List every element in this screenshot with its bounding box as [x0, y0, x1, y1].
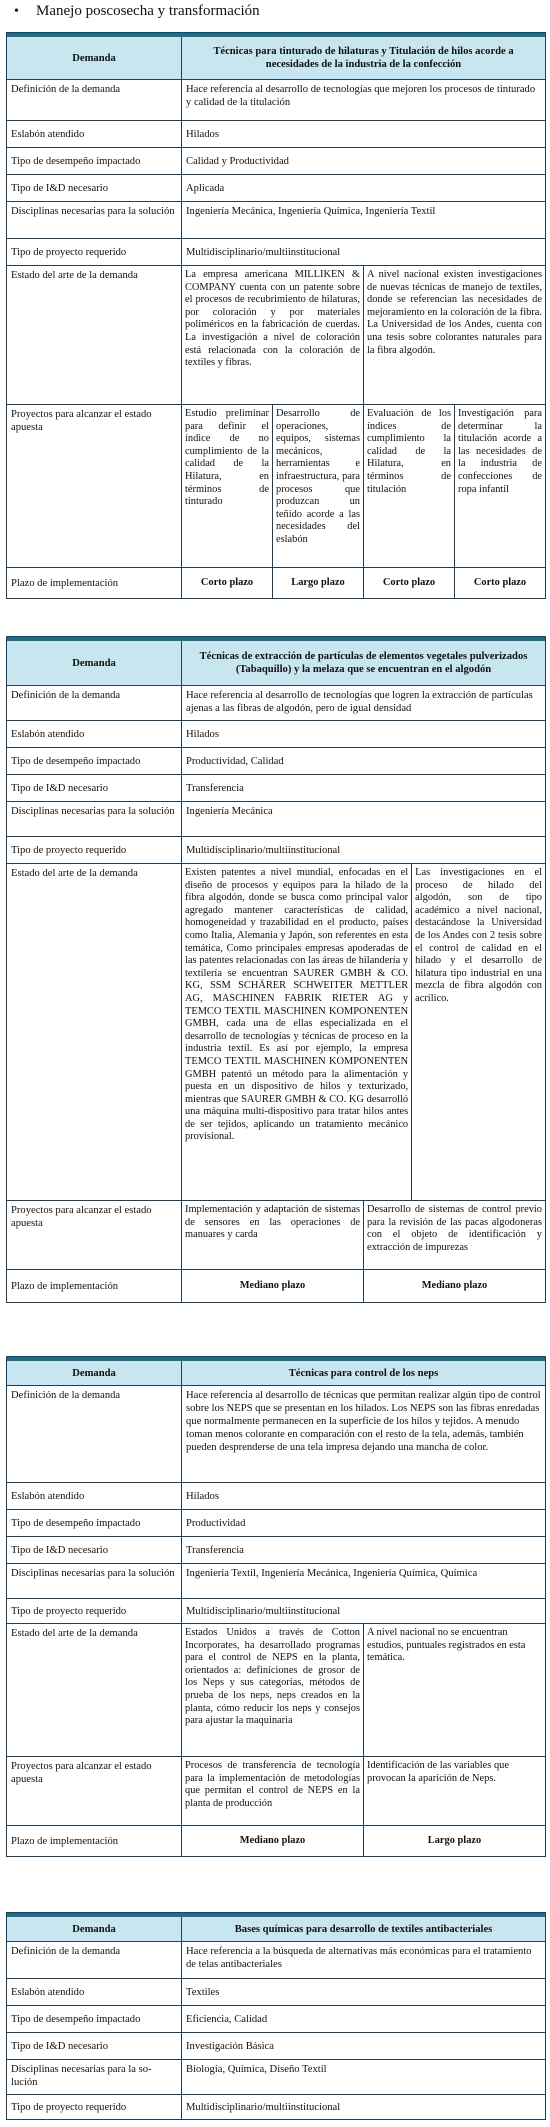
header-label: Demanda: [7, 37, 182, 79]
proyecto-cell: Investigación para determinar la titulación acorde a las necesidades de la industria de confecciones de ropa infantil: [458, 408, 542, 495]
row-definicion: [7, 1942, 545, 1979]
row-definicion: [7, 80, 545, 121]
row-label: Disciplinas necesarias para la so-lución: [7, 2060, 182, 2094]
table-header-row: [7, 1917, 545, 1942]
row-label: Eslabón atendido: [7, 1483, 182, 1509]
row-value: Hilados: [186, 1490, 219, 1502]
row-value: Transferencia: [186, 782, 244, 794]
row-value: Productividad, Calidad: [186, 755, 284, 767]
estado-cell: A nivel nacional no se encuentran estudios, puntuales registrados en esta temática.: [367, 1627, 526, 1664]
row-label: Eslabón atendido: [7, 121, 182, 147]
row-desempeno: [7, 1510, 545, 1537]
row-value: Biología, Química, Diseño Textil: [186, 2064, 327, 2075]
proyecto-cell: Desarrollo de operaciones, equipos, sistemas mecánicos, herramientas e infraestructura, para procesos que produzcan un teñido acorde a las necesidades del eslabón: [273, 405, 364, 567]
proyecto-cell: Procesos de transferencia de tecnología para la implementación de metodologías que permitan el control de NEPS en la planta de producción: [182, 1757, 364, 1825]
row-estado: [7, 1624, 545, 1757]
row-value: Eficiencia, Calidad: [186, 2013, 268, 2025]
row-value: Calidad y Productividad: [186, 155, 289, 167]
demand-table-1: [6, 32, 546, 599]
plazo-grid: [182, 1826, 545, 1856]
row-value: Aplicada: [186, 182, 225, 194]
header-label: Demanda: [7, 641, 182, 685]
row-label: Estado del arte de la demanda: [7, 864, 182, 1200]
row-idi: [7, 775, 545, 802]
row-label: Tipo de desempeño impactado: [7, 2006, 182, 2032]
row-label: Plazo de implementación: [7, 1270, 182, 1302]
row-label: Disciplinas necesarias para la solución: [7, 802, 182, 836]
row-label: Definición de la demanda: [7, 686, 182, 720]
demand-table-3: [6, 1356, 546, 1857]
proyecto-cell: Evaluación de los índices de cumplimiento la calidad de la Hilatura, en términos de titulación: [364, 405, 455, 567]
row-value: Textiles: [186, 1986, 220, 1998]
row-eslabon: [7, 1979, 545, 2006]
header-label: Demanda: [7, 1917, 182, 1941]
row-label: Disciplinas necesarias para la solución: [7, 202, 182, 238]
row-label: Tipo de desempeño impactado: [7, 748, 182, 774]
proyectos-grid: [182, 1201, 545, 1269]
row-label: Definición de la demanda: [7, 1386, 182, 1482]
estado-cell: Existen patentes a nivel mundial, enfocadas en el diseño de procesos y equipos para la hilado de la fibra algodón, donde se busca como principal valor agregado mantener características de calidad, homogeneidad y trazabilidad en el producto, países como Italia, Alemania y Japón, son referentes en esta temática, Como principales empresas apoderadas de las patentes relacionadas con las áreas de hilandería y textilería se encuentran SAURER GMBH & CO. KG, SSM SCHÄRER SCHWEITER METTLER AG, MASCHINEN FABRIK RIETER AG y TEMCO TEXTIL MASCHINEN KOMPONENTEN GMBH, cada una de ellas especializada en el desarrollo de tecnologías y técnicas de proceso en la industria textil. Es así por ejemplo, la empresa TEMCO TEXTIL MASCHINEN KOMPONENTEN GMBH patentó un método para la alimentación y puesta en un dispositivo de hilos y texturizado, mientras que SAURER GMBH & CO. KG desarrolló una máquina multi-dispositivo para tratar hilos antes de ser tejidos, aplicando un tratamiento mecánico provisional.: [182, 864, 412, 1200]
row-eslabon: [7, 721, 545, 748]
plazo-cell: Corto plazo: [182, 568, 273, 598]
row-value: Hace referencia a la búsqueda de alternativas más económicas para el tratamiento de telas antibacteriales: [186, 1946, 532, 1970]
row-value: Hace referencia al desarrollo de técnicas que permitan realizar algún tipo de control sobre los NEPS que se presentan en los hilados. Los NEPS son las fibras enredadas que normalmente permanecen en la superficie de los hilos y tejidos. A menudo toman menos colorante en comparación con el resto de la tela, además, también pueden desprenderse de una tela impresa dejando una mancha de color.: [186, 1390, 541, 1453]
row-definicion: [7, 1386, 545, 1483]
plazo-cell: Mediano plazo: [182, 1270, 364, 1302]
row-disciplinas: [7, 202, 545, 239]
row-proyecto: [7, 239, 545, 266]
row-label: Estado del arte de la demanda: [7, 1624, 182, 1756]
row-label: Eslabón atendido: [7, 721, 182, 747]
estado-grid: [182, 1624, 545, 1756]
row-label: Plazo de implementación: [7, 568, 182, 598]
row-label: Tipo de proyecto requerido: [7, 2095, 182, 2119]
row-plazo: [7, 1826, 545, 1856]
proyecto-cell: Implementación y adaptación de sistemas de sensores en las operaciones de manuares y carda: [182, 1201, 364, 1269]
row-label: Disciplinas necesarias para la solución: [7, 1564, 182, 1598]
table-header-row: [7, 1361, 545, 1386]
row-value: Productividad: [186, 1517, 246, 1529]
row-value: Ingeniería Mecánica: [186, 806, 273, 817]
row-value: Transferencia: [186, 1544, 244, 1556]
row-value: Ingeniería Mecánica, Ingeniería Química, Ingeniería Textil: [186, 206, 436, 217]
row-label: Tipo de I&D necesario: [7, 1537, 182, 1563]
plazo-grid: [182, 1270, 545, 1302]
row-proyectos: [7, 1201, 545, 1270]
plazo-cell: Corto plazo: [473, 576, 527, 588]
estado-cell: A nivel nacional existen investigaciones de nuevas técnicas de manejo de textiles, donde se referencian las necesidades de mejoramiento en la coloración de la fibra. La Universidad de los Andes, cuenta con una tesis sobre colorantes naturales para la fibra algodón.: [367, 269, 542, 356]
row-label: Plazo de implementación: [7, 1826, 182, 1856]
row-estado: [7, 266, 545, 405]
demand-table-2: [6, 636, 546, 1303]
row-desempeno: [7, 748, 545, 775]
proyecto-cell: Desarrollo de sistemas de control previo para la revisión de las pacas algodoneras con el objeto de identificación y extracción de impurezas: [367, 1204, 542, 1253]
row-value: Hilados: [186, 728, 219, 740]
table-header-row: [7, 641, 545, 686]
row-label: Proyectos para alcanzar el estado apuesta: [7, 1757, 182, 1825]
section-heading-text: Manejo poscosecha y transformación: [36, 3, 260, 19]
table-title: Técnicas de extracción de partículas de elementos vegetales pulverizados (Tabaquillo) y la melaza que se encuentran en el algodón: [199, 651, 528, 675]
row-label: Tipo de proyecto requerido: [7, 1599, 182, 1623]
row-label: Tipo de proyecto requerido: [7, 837, 182, 863]
row-value: Multidisciplinario/multiinstitucional: [186, 844, 341, 856]
table-header-row: [7, 37, 545, 80]
estado-cell: Estados Unidos a través de Cotton Incorporates, ha desarrollado programas para el control de NEPS en la planta, orientados a: definiciones de grosor de los Neps y sus categorías, métodos de prueba de los neps, neps creados en la planta, cómo reducir los neps y consejos para ajustar la maquinaria: [182, 1624, 364, 1756]
row-label: Tipo de desempeño impactado: [7, 148, 182, 174]
section-heading: [0, 0, 550, 22]
row-proyectos: [7, 1757, 545, 1826]
row-proyecto: [7, 1599, 545, 1624]
row-value: Investigación Básica: [186, 2040, 274, 2052]
row-idi: [7, 175, 545, 202]
row-label: Tipo de I&D necesario: [7, 2033, 182, 2059]
estado-cell: Las investigaciones en el proceso de hilado del algodón, son de tipo académico a nivel nacional, destacándose la Universidad de los Andes con 2 tesis sobre el control de calidad en el hilado y el desarrollo de hilatura tipo industrial en una mezcla de fibra algodón con acrílico.: [415, 867, 542, 1004]
row-idi: [7, 2033, 545, 2060]
plazo-cell: Largo plazo: [427, 1834, 482, 1846]
estado-grid: [182, 864, 545, 1200]
row-idi: [7, 1537, 545, 1564]
table-title: Bases químicas para desarrollo de textiles antibacteriales: [234, 1923, 493, 1935]
row-eslabon: [7, 121, 545, 148]
row-desempeno: [7, 2006, 545, 2033]
row-plazo: [7, 568, 545, 598]
row-label: Eslabón atendido: [7, 1979, 182, 2005]
row-value: Multidisciplinario/multiinstitucional: [186, 2101, 341, 2113]
bullet-icon: •: [14, 4, 19, 19]
row-label: Tipo de desempeño impactado: [7, 1510, 182, 1536]
row-definicion: [7, 686, 545, 721]
row-label: Definición de la demanda: [7, 1942, 182, 1978]
row-label: Tipo de proyecto requerido: [7, 239, 182, 265]
row-value: Multidisciplinario/multiinstitucional: [186, 246, 341, 258]
row-proyectos: [7, 405, 545, 568]
row-disciplinas: [7, 2060, 545, 2095]
row-value: Hace referencia al desarrollo de tecnologías que mejoren los procesos de tinturado y calidad de la titulación: [186, 84, 536, 108]
row-desempeno: [7, 148, 545, 175]
row-value: Ingeniería Textil, Ingeniería Mecánica, Ingeniería Química, Química: [186, 1568, 478, 1579]
proyecto-cell: Estudio preliminar para definir el índice de no cumplimiento de la calidad de la Hilatura, en términos de tinturado: [182, 405, 273, 567]
row-proyecto: [7, 837, 545, 864]
row-disciplinas: [7, 1564, 545, 1599]
row-disciplinas: [7, 802, 545, 837]
demand-table-4: [6, 1912, 546, 2120]
estado-grid: [182, 266, 545, 404]
row-value: Hace referencia al desarrollo de tecnologías que logren la extracción de partículas ajenas a las fibras de algodón, pero de igual densidad: [186, 690, 533, 714]
row-label: Tipo de I&D necesario: [7, 175, 182, 201]
plazo-cell: Corto plazo: [364, 568, 455, 598]
row-value: Multidisciplinario/multiinstitucional: [186, 1605, 341, 1617]
row-label: Proyectos para alcanzar el estado apuesta: [7, 405, 182, 567]
row-label: Proyectos para alcanzar el estado apuesta: [7, 1201, 182, 1269]
row-proyecto: [7, 2095, 545, 2119]
header-label: Demanda: [7, 1361, 182, 1385]
plazo-cell: Mediano plazo: [421, 1279, 488, 1291]
row-label: Estado del arte de la demanda: [7, 266, 182, 404]
proyecto-cell: Identificación de las variables que provocan la aparición de Neps.: [367, 1760, 509, 1784]
row-label: Tipo de I&D necesario: [7, 775, 182, 801]
plazo-cell: Largo plazo: [273, 568, 364, 598]
row-estado: [7, 864, 545, 1201]
estado-cell: La empresa americana MILLIKEN & COMPANY cuenta con un patente sobre el procesos de recubrimiento de hilaturas, por coloración y por materiales poliméricos en la fabricación de cuerdas. La investigación a nivel de coloración está relacionada con la coloración de textiles y fibras.: [182, 266, 364, 404]
table-title: Técnicas para tinturado de hilaturas y Titulación de hilos acorde a necesidades de la industria de la confección: [213, 46, 514, 70]
row-eslabon: [7, 1483, 545, 1510]
plazo-grid: [182, 568, 545, 598]
plazo-cell: Mediano plazo: [182, 1826, 364, 1856]
table-title: Técnicas para control de los neps: [288, 1367, 439, 1379]
proyectos-grid: [182, 405, 545, 567]
row-plazo: [7, 1270, 545, 1302]
row-label: Definición de la demanda: [7, 80, 182, 120]
proyectos-grid: [182, 1757, 545, 1825]
row-value: Hilados: [186, 128, 219, 140]
